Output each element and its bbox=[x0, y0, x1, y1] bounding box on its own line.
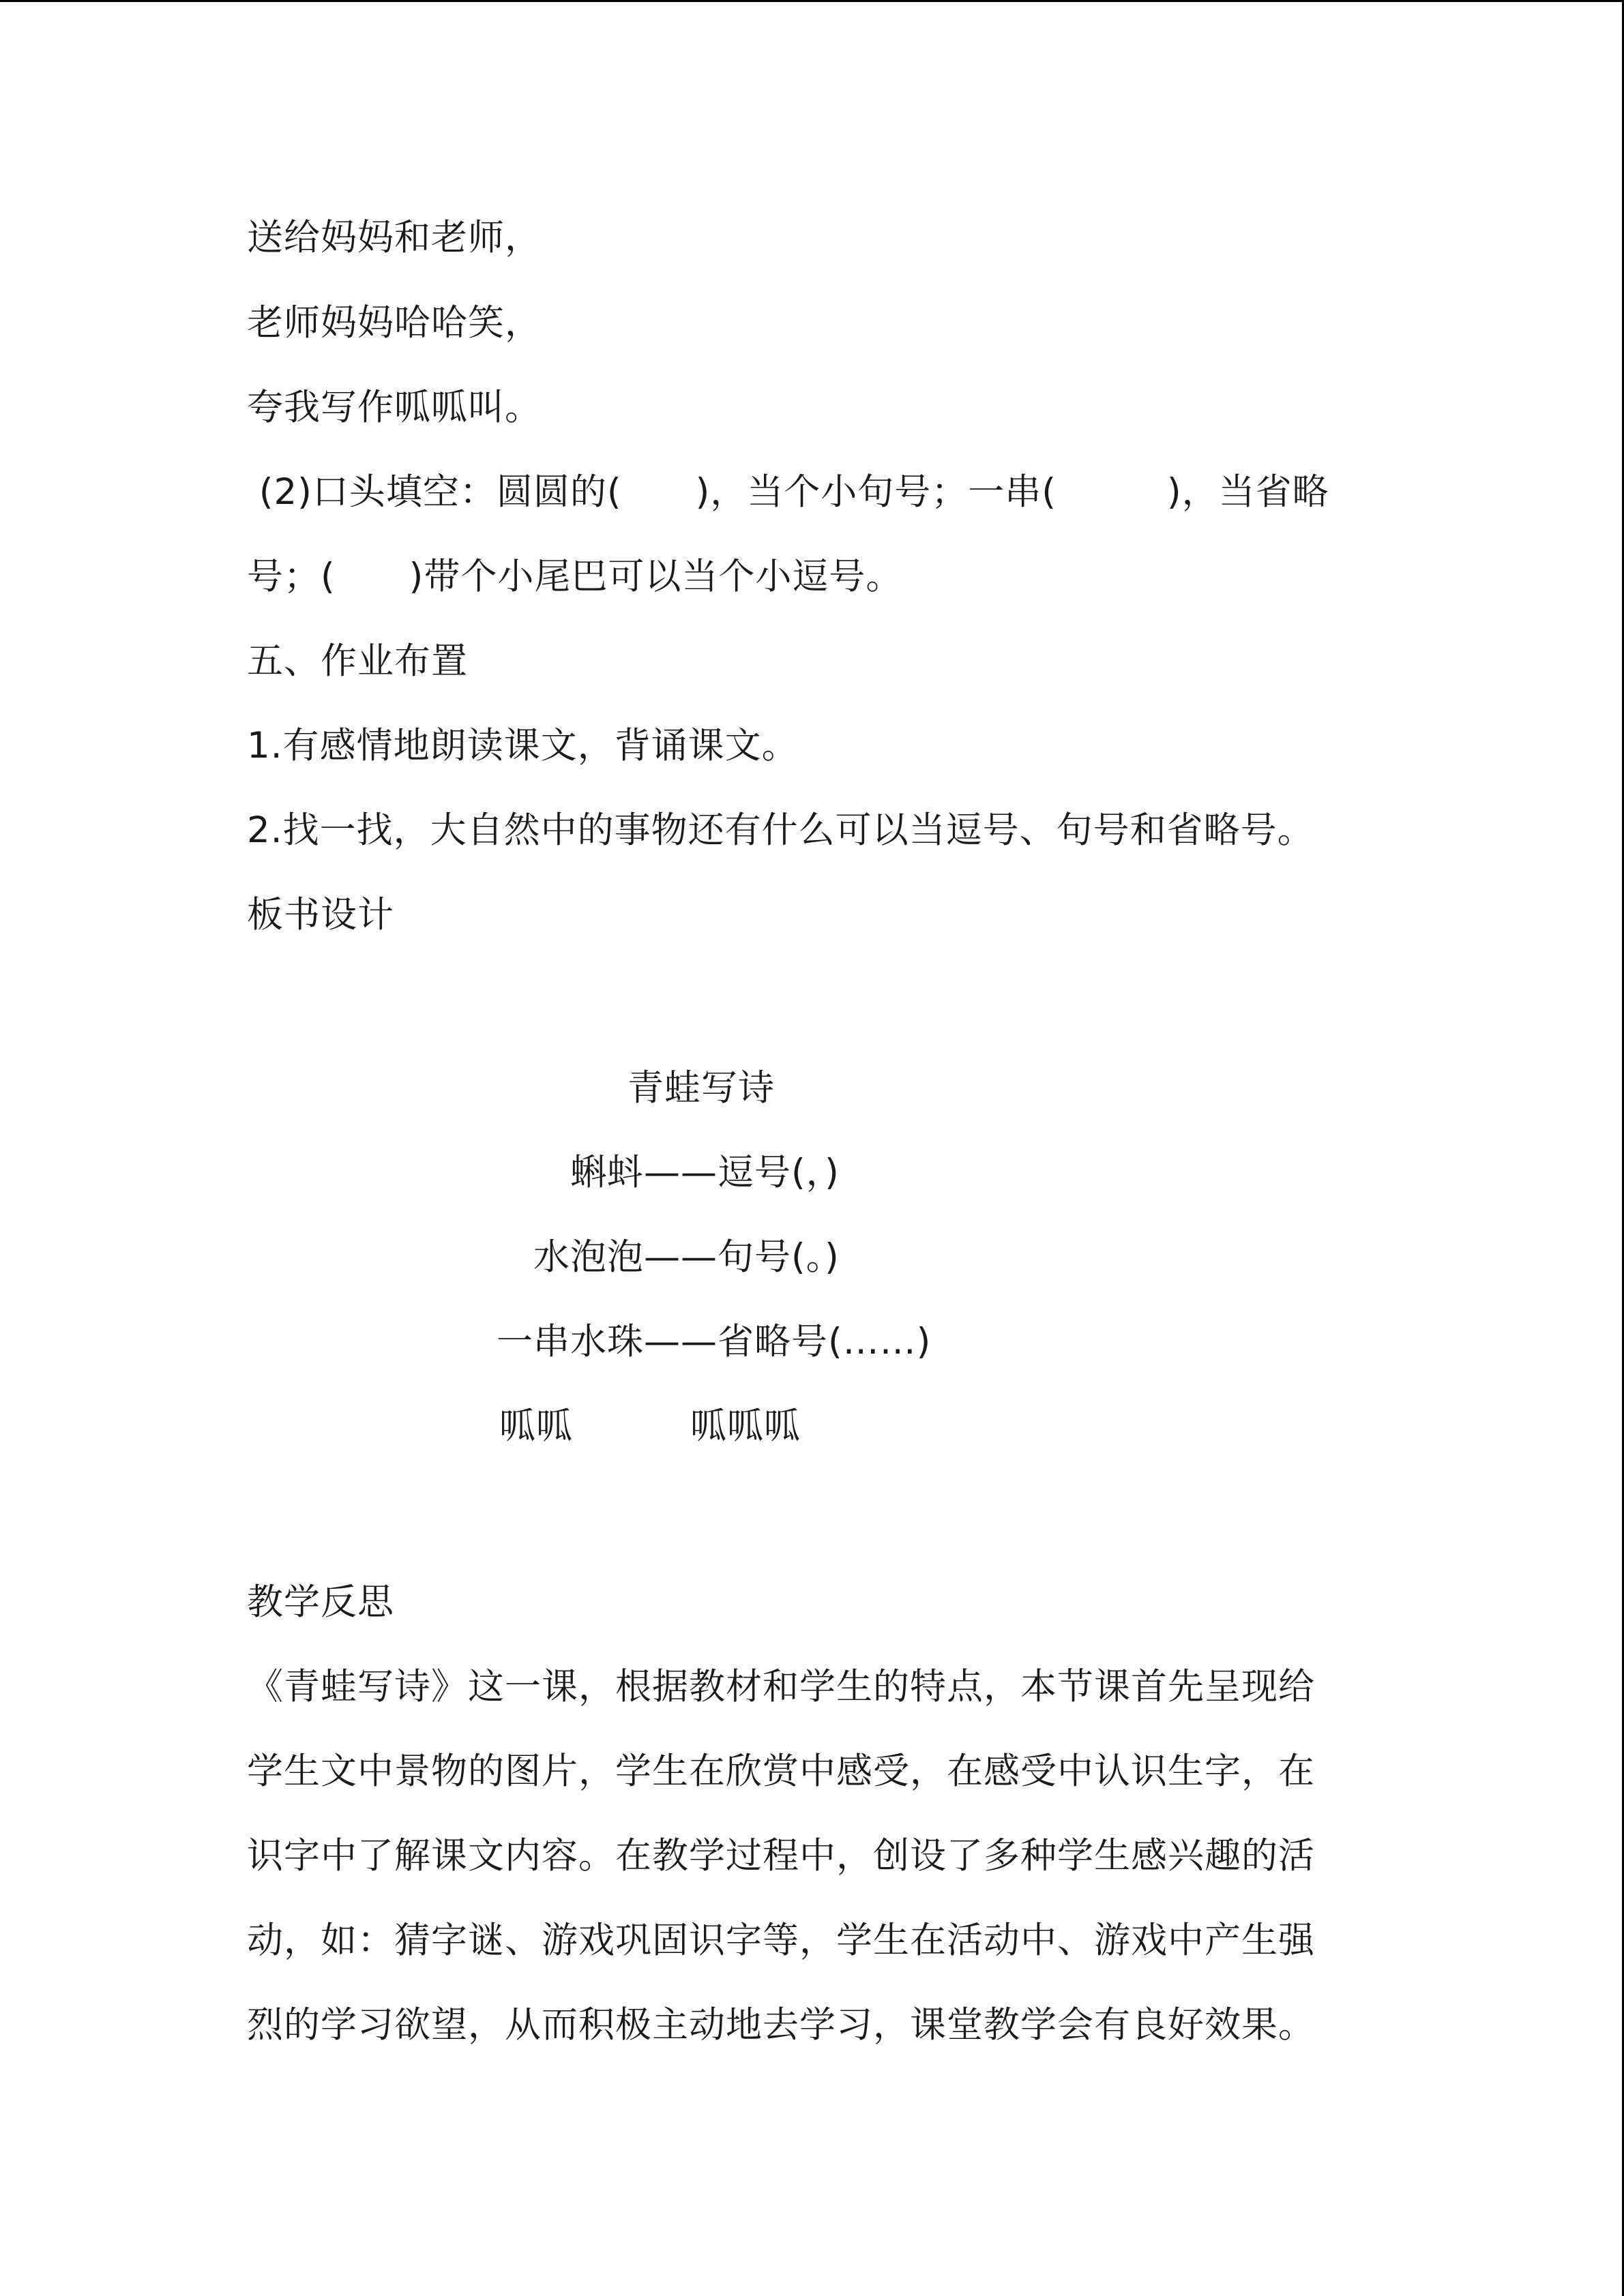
poem-line: 老师妈妈哈哈笑， bbox=[247, 302, 542, 344]
poem-line: 夸我写作呱呱叫。 bbox=[247, 387, 542, 428]
homework-item: 1.有感情地朗读课文，背诵课文。 bbox=[247, 725, 799, 766]
exercise-2-line-2: 号；( )带个小尾巴可以当个小逗号。 bbox=[247, 556, 903, 597]
homework-item: 2.找一找，大自然中的事物还有什么可以当逗号、句号和省略号。 bbox=[247, 809, 1314, 851]
reflection-line: 《青蛙写诗》这一课，根据教材和学生的特点，本节课首先呈现给 bbox=[247, 1666, 1315, 1708]
blackboard-croak-short: 呱呱 bbox=[499, 1405, 573, 1447]
reflection-heading: 教学反思 bbox=[247, 1581, 394, 1623]
exercise-2-line-1: (2)口头填空：圆圆的( )，当个小句号；一串( )，当省略 bbox=[247, 471, 1329, 513]
blackboard-row: 水泡泡——句号(。) bbox=[533, 1236, 840, 1278]
reflection-line: 烈的学习欲望，从而积极主动地去学习，课堂教学会有良好效果。 bbox=[247, 2004, 1315, 2046]
blackboard-row: 一串水珠——省略号(……) bbox=[497, 1321, 932, 1362]
blackboard-title: 青蛙写诗 bbox=[628, 1067, 775, 1109]
homework-heading: 五、作业布置 bbox=[247, 640, 468, 682]
reflection-line: 学生文中景物的图片，学生在欣赏中感受，在感受中认识生字，在 bbox=[247, 1750, 1315, 1792]
blackboard-row: 蝌蚪——逗号(，) bbox=[570, 1152, 840, 1193]
reflection-line: 识字中了解课文内容。在教学过程中，创设了多种学生感兴趣的活 bbox=[247, 1835, 1315, 1877]
blackboard-heading: 板书设计 bbox=[247, 894, 394, 936]
poem-line: 送给妈妈和老师， bbox=[247, 217, 542, 258]
reflection-line: 动，如：猜字谜、游戏巩固识字等，学生在活动中、游戏中产生强 bbox=[247, 1920, 1315, 1961]
blackboard-croak-long: 呱呱呱 bbox=[690, 1405, 801, 1447]
